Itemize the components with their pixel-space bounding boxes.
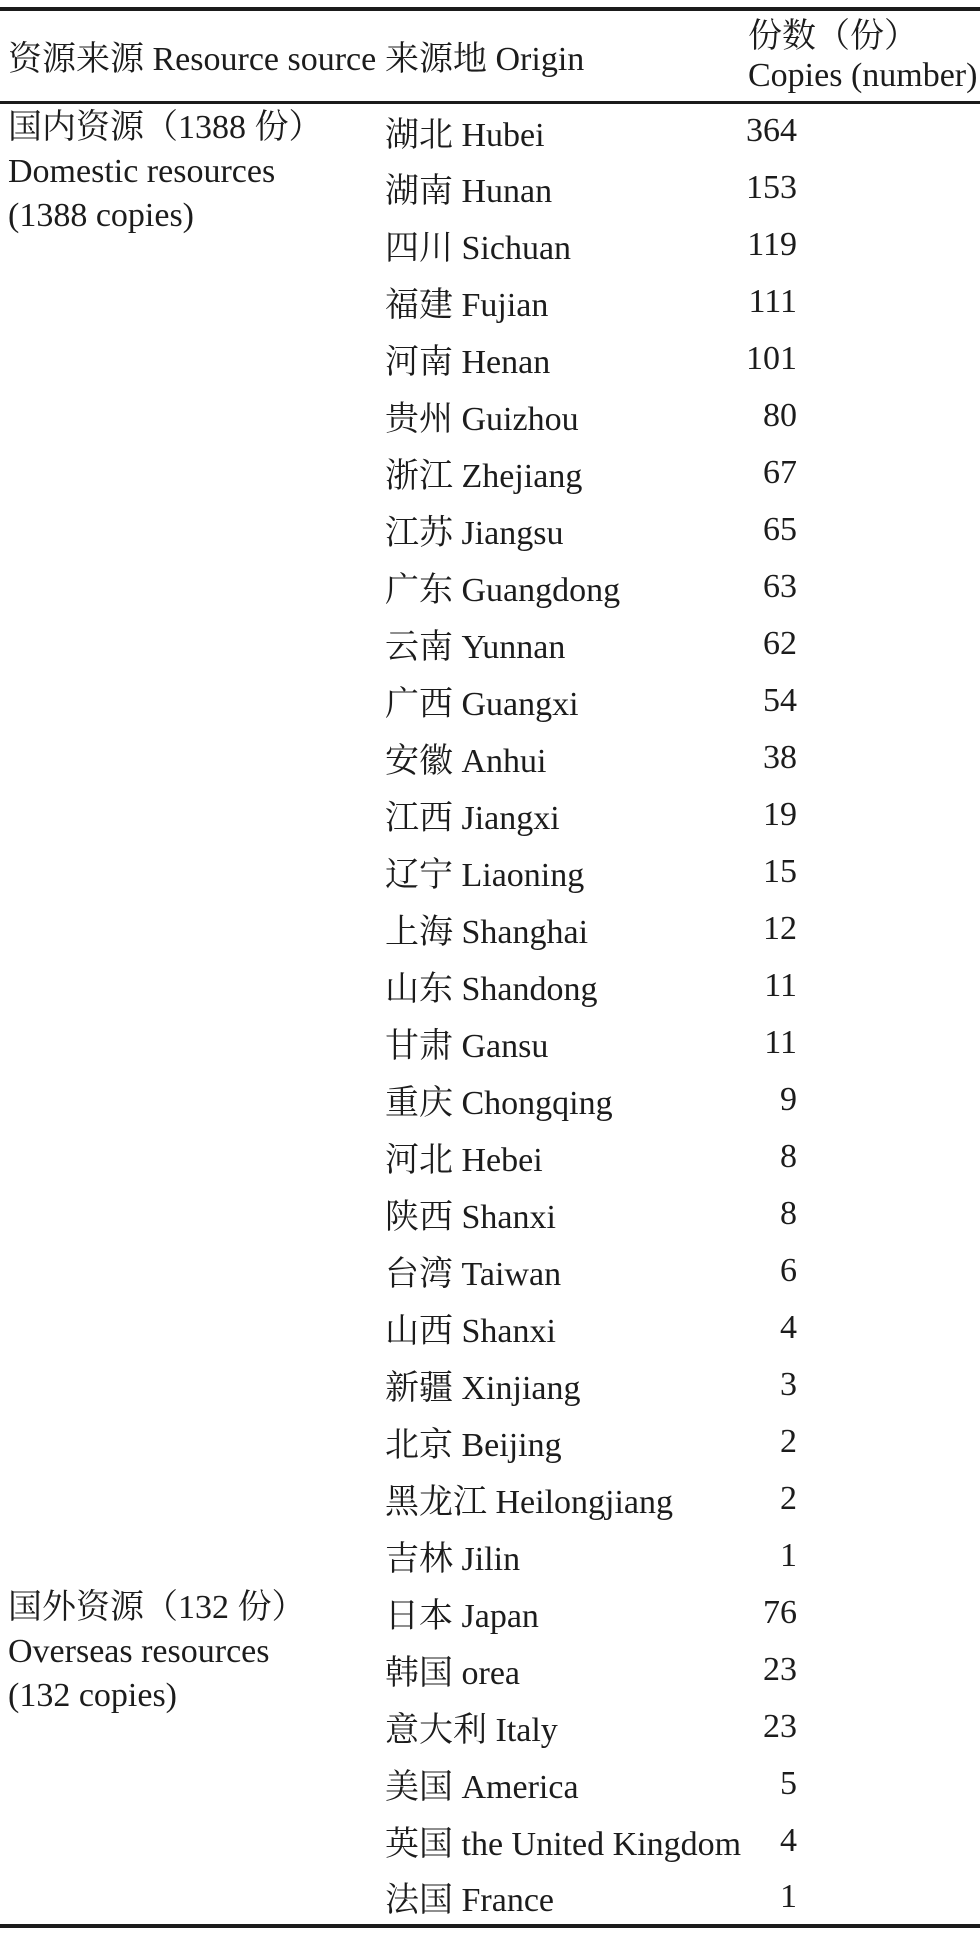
origin-cell: 云南 Yunnan — [385, 629, 566, 666]
origin-cell: 湖北 Hubei — [385, 116, 545, 154]
copies-cell: 4 — [780, 1308, 797, 1346]
copies-cell: 2 — [780, 1479, 797, 1517]
copies-cell: 80 — [763, 396, 797, 434]
copies-cell: 101 — [746, 339, 797, 377]
copies-cell: 38 — [763, 738, 797, 776]
origin-cell: 广东 Guangdong — [385, 572, 621, 609]
origin-cell: 江苏 Jiangsu — [385, 515, 564, 552]
copies-cell: 23 — [763, 1650, 797, 1688]
origin-cell: 新疆 Xinjiang — [385, 1370, 581, 1407]
origin-cell: 上海 Shanghai — [385, 914, 589, 951]
copies-cell: 111 — [748, 282, 797, 320]
copies-cell: 8 — [780, 1194, 797, 1232]
copies-cell: 3 — [780, 1365, 797, 1403]
origin-cell: 黑龙江 Heilongjiang — [385, 1484, 674, 1521]
origin-cell: 日本 Japan — [385, 1598, 539, 1635]
table-header — [0, 9, 980, 102]
origin-cell: 贵州 Guizhou — [385, 401, 579, 438]
origin-cell: 甘肃 Gansu — [385, 1028, 549, 1065]
section-label-line: (1388 copies) — [8, 196, 195, 234]
copies-cell: 6 — [780, 1251, 797, 1289]
copies-cell: 63 — [763, 567, 797, 605]
copies-cell: 19 — [763, 795, 797, 833]
copies-cell: 11 — [764, 966, 797, 1004]
copies-cell: 2 — [780, 1422, 797, 1460]
table-row — [0, 102, 980, 159]
origin-cell: 台湾 Taiwan — [385, 1256, 562, 1293]
header-copies-line2: Copies (number) — [748, 56, 978, 94]
section-label — [0, 1584, 377, 1926]
resource-source-table — [0, 7, 980, 1928]
origin-cell: 安徽 Anhui — [385, 743, 547, 780]
copies-cell: 4 — [780, 1821, 797, 1859]
origin-cell: 重庆 Chongqing — [385, 1085, 613, 1122]
copies-cell: 54 — [763, 681, 797, 719]
origin-cell: 湖南 Hunan — [385, 173, 553, 210]
origin-cell: 四川 Sichuan — [385, 230, 572, 267]
copies-cell: 1 — [780, 1536, 797, 1574]
table-body — [0, 102, 980, 1926]
copies-cell: 76 — [763, 1593, 797, 1631]
copies-cell: 9 — [780, 1080, 797, 1118]
origin-cell: 意大利 Italy — [385, 1712, 558, 1749]
header-copies-line1: 份数（份） — [748, 17, 918, 55]
copies-cell: 364 — [746, 112, 797, 150]
section-label-line: 国外资源（132 份） — [8, 1589, 306, 1626]
copies-cell: 8 — [780, 1137, 797, 1175]
header-row — [0, 9, 980, 102]
origin-cell: 北京 Beijing — [385, 1427, 562, 1464]
copies-cell: 5 — [780, 1764, 797, 1802]
origin-cell: 山东 Shandong — [385, 971, 598, 1008]
origin-cell: 美国 America — [385, 1769, 579, 1806]
copies-cell: 119 — [747, 225, 797, 263]
section-label — [0, 102, 377, 1584]
copies-cell: 62 — [763, 624, 797, 662]
origin-cell: 江西 Jiangxi — [385, 800, 560, 837]
header-resource-source: 资源来源 Resource source — [0, 9, 377, 102]
section-label-line: 国内资源（1388 份） — [8, 108, 323, 146]
origin-cell: 浙江 Zhejiang — [385, 458, 583, 495]
copies-cell: 153 — [746, 168, 797, 206]
copies-cell: 67 — [763, 453, 797, 491]
origin-cell: 韩国 orea — [385, 1655, 521, 1692]
copies-cell: 12 — [763, 909, 797, 947]
origin-cell: 山西 Shanxi — [385, 1313, 556, 1350]
section-label-line: Domestic resources — [8, 152, 276, 190]
origin-cell: 法国 France — [385, 1882, 555, 1919]
copies-cell: 65 — [763, 510, 797, 548]
origin-cell: 河南 Henan — [385, 344, 551, 381]
origin-cell: 福建 Fujian — [385, 287, 549, 324]
section-label-line: Overseas resources — [8, 1633, 270, 1670]
origin-cell: 英国 the United Kingdom — [385, 1826, 742, 1863]
section-label-line: (132 copies) — [8, 1677, 178, 1714]
copies-cell: 1 — [780, 1877, 797, 1915]
header-copies — [740, 9, 980, 102]
origin-cell: 河北 Hebei — [385, 1142, 543, 1179]
copies-cell: 23 — [763, 1707, 797, 1745]
origin-cell: 辽宁 Liaoning — [385, 857, 585, 894]
origin-cell: 广西 Guangxi — [385, 686, 579, 723]
copies-cell: 11 — [764, 1023, 797, 1061]
copies-cell: 15 — [763, 852, 797, 890]
origin-cell: 陕西 Shanxi — [385, 1199, 556, 1236]
table-row — [0, 1584, 980, 1641]
header-origin: 来源地 Origin — [377, 9, 740, 102]
origin-cell: 吉林 Jilin — [385, 1541, 521, 1578]
